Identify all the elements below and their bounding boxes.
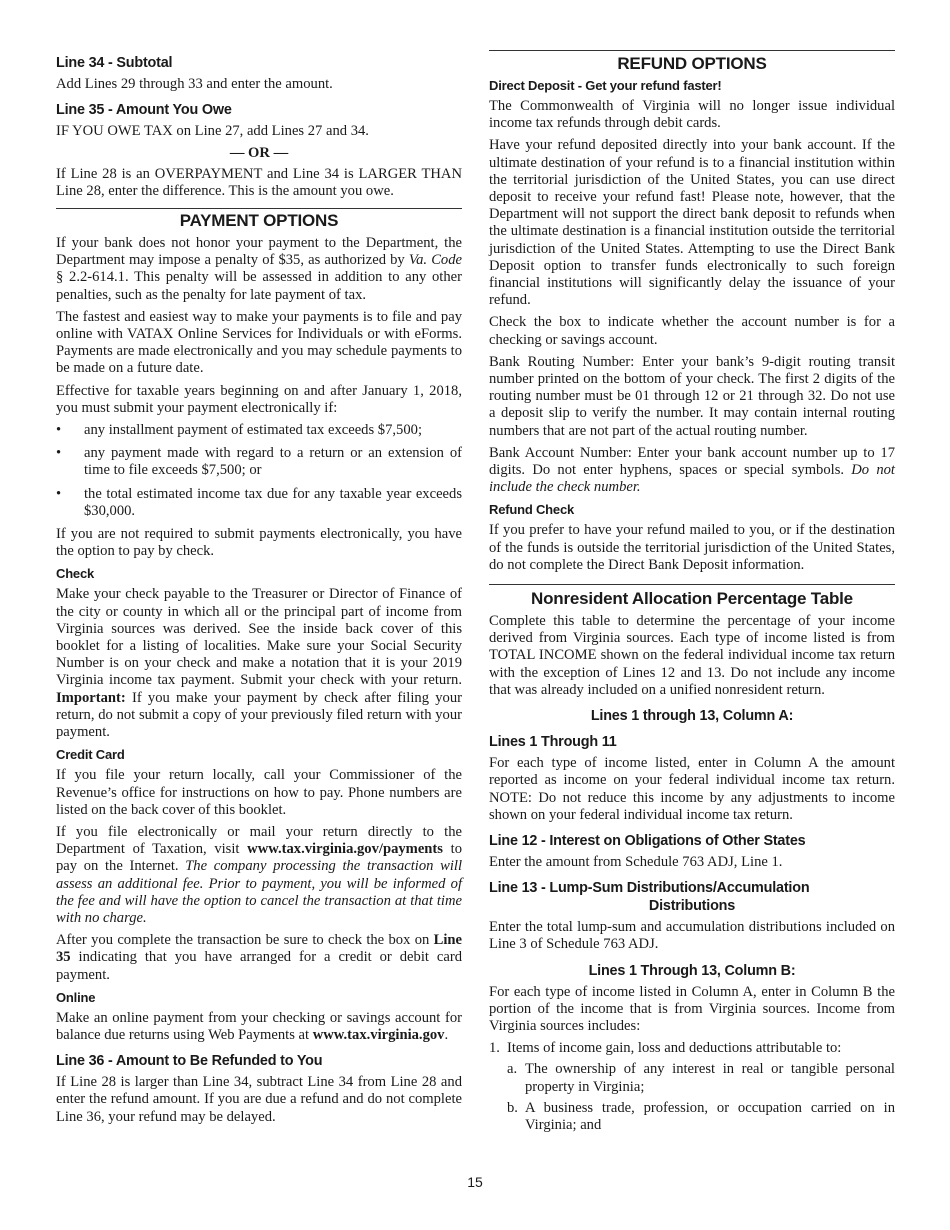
- refund-check-text: If you prefer to have your refund mailed to you, or if the destination of the funds is outside the territorial jurisdiction of the United States, do not complete the Direct Bank Deposit information.: [489, 522, 895, 573]
- column-b-text: For each type of income listed in Column A, enter in Column B the portion of the income that is from Virginia sources. Income from Virginia sources includes:: [489, 983, 895, 1034]
- line-35-text-2: If Line 28 is an OVERPAYMENT and Line 34 is LARGER THAN Line 28, enter the difference. This is the amount you owe.: [56, 165, 462, 199]
- payment-options-text-2: The fastest and easiest way to make your payments is to file and pay online with VATAX Online Services for Individuals or with eForms. Payments are made electronically and you may schedule payments to be made on a future date.: [56, 308, 462, 377]
- section-divider: [489, 584, 895, 585]
- lines-1-11-text: For each type of income listed, enter in Column A the amount reported as income on your federal individual income tax return. NOTE: Do not reduce this income by any adjustments to income shown on your federal individual income tax return.: [489, 755, 895, 823]
- direct-deposit-text-4: Bank Routing Number: Enter your bank’s 9-digit routing transit number printed on the bottom of your check. The first 2 digits of the routing number must be 01 through 12 or 21 through 32. Do not use a deposit slip to verify the number. It may contain internal routing numbers that are not part of the actual routing number.: [489, 353, 895, 439]
- lines-1-11-heading: Lines 1 Through 11: [489, 734, 617, 751]
- payment-options-text-3: Effective for taxable years beginning on and after January 1, 2018, you must submit your payment electronically if:: [56, 382, 462, 416]
- line-12-text: Enter the amount from Schedule 763 ADJ, Line 1.: [489, 853, 783, 870]
- credit-card-text-1: If you file your return locally, call your Commissioner of the Revenue’s office for instructions on how to pay. Phone numbers are listed on the back cover of this booklet.: [56, 767, 462, 818]
- line-35-heading: Line 35 - Amount You Owe: [56, 102, 232, 119]
- list-item: • the total estimated income tax due for any taxable year exceeds $30,000.: [56, 485, 462, 519]
- line-12-heading: Line 12 - Interest on Obligations of Other States: [489, 832, 806, 849]
- list-item: b. A business trade, profession, or occupation carried on in Virginia; and: [507, 1099, 895, 1133]
- right-column: [489, 50, 895, 1138]
- line-34-text: Add Lines 29 through 33 and enter the amount.: [56, 76, 333, 92]
- credit-card-text-3: After you complete the transaction be sure to check the box on Line 35 indicating that you have arranged for a credit or debit card payment.: [56, 932, 462, 983]
- refund-check-heading: Refund Check: [489, 502, 575, 518]
- line-34-heading: Line 34 - Subtotal: [56, 55, 173, 71]
- or-separator: — OR —: [229, 145, 289, 162]
- payment-options-text-1: If your bank does not honor your payment to the Department, the Department may impose a penalty of $35, as authorized by Va. Code § 2.2-614.1. This penalty will be assessed in addition to any other penalties, such as the penalty for late payment of tax.: [56, 235, 462, 303]
- list-item: • any installment payment of estimated tax exceeds $7,500;: [56, 422, 422, 439]
- direct-deposit-heading: Direct Deposit - Get your refund faster!: [489, 78, 722, 93]
- section-divider: [56, 208, 462, 209]
- column-a-heading: Lines 1 through 13, Column A:: [590, 708, 794, 725]
- line-13-text: Enter the total lump-sum and accumulation distributions included on Line 3 of Schedule 763 ADJ.: [489, 919, 895, 953]
- list-item: • any payment made with regard to a return or an extension of time to file exceeds $7,500; or: [56, 445, 462, 479]
- line-36-text: If Line 28 is larger than Line 34, subtract Line 34 from Line 28 and enter the refund amount. If you are due a refund and do not complete Line 36, your refund may be delayed.: [56, 1074, 462, 1125]
- credit-card-heading: Credit Card: [56, 747, 125, 763]
- nonresident-allocation-heading: Nonresident Allocation Percentage Table: [531, 589, 853, 609]
- line-36-heading: Line 36 - Amount to Be Refunded to You: [56, 1053, 323, 1070]
- credit-card-text-2: If you file electronically or mail your return directly to the Department of Taxation, visit www.tax.virginia.gov/payments to pay on the Internet. The company processing the transaction will assess an additional fee. Prior to payment, you will be informed of the fee and will have the option to cancel the transaction at that time with no charge.: [56, 823, 463, 926]
- direct-deposit-text-1: The Commonwealth of Virginia will no longer issue individual income tax refunds through debit cards.: [489, 98, 895, 132]
- list-item: a. The ownership of any interest in real or tangible personal property in Virginia;: [507, 1061, 895, 1095]
- left-column: [56, 46, 462, 1131]
- nonresident-allocation-text: Complete this table to determine the percentage of your income derived from Virginia sources. Each type of income listed is from TOTAL INCOME shown on the federal individual income tax return with the exception of Lines 12 and 13. Do not include any income that was already included on a unified nonresident return.: [489, 613, 895, 698]
- payment-options-heading: PAYMENT OPTIONS: [179, 211, 339, 231]
- direct-deposit-text-3: Check the box to indicate whether the account number is for a checking or savings account.: [489, 314, 895, 348]
- column-b-heading: Lines 1 Through 13, Column B:: [588, 962, 796, 979]
- direct-deposit-text-2: Have your refund deposited directly into your bank account. If the ultimate destination of your refund is to a financial institution within the territorial jurisdiction of the United States, you can use direct deposit to receive your refund fast! Please note, however, that the Department will not support the direct bank deposit to refunds when the ultimate destination is a financial institution outside the territorial jurisdiction of the United States. Attempting to use the Direct Bank Deposit option to transfer funds electronically to such foreign financial institutions will significantly delay the issuance of your refund.: [489, 137, 895, 309]
- list-item: 1. Items of income gain, loss and deductions attributable to:: [489, 1040, 842, 1057]
- payments-link: www.tax.virginia.gov/payments: [247, 841, 443, 858]
- online-text: Make an online payment from your checking or savings account for balance due returns using Web Payments at www.tax.virginia.gov.: [56, 1009, 462, 1043]
- check-heading: Check: [56, 566, 95, 582]
- bullet-icon: •: [56, 422, 62, 439]
- line-13-heading: Line 13 - Lump-Sum Distributions/Accumulation Distributions: [489, 880, 810, 915]
- payment-options-text-4: If you are not required to submit payments electronically, you have the option to pay by check.: [56, 526, 462, 560]
- bullet-icon: •: [56, 445, 62, 462]
- online-heading: Online: [56, 989, 96, 1005]
- check-text: Make your check payable to the Treasurer or Director of Finance of the city or county in which all or the principal part of income from Virginia sources was derived. See the inside back cover of this booklet for a listing of localities. Make sure your Social Security Number is on your check and make a notation that it is your 2019 Virginia income tax payment. Submit your check with your return. Important: If you make your payment by check after filing your return, do not submit a copy of your previously filed return with your payment.: [56, 586, 462, 741]
- tax-website-link: www.tax.virginia.gov: [312, 1026, 445, 1043]
- refund-options-heading: REFUND OPTIONS: [617, 54, 767, 73]
- line-35-text-1: IF YOU OWE TAX on Line 27, add Lines 27 and 34.: [56, 123, 369, 140]
- direct-deposit-text-5: Bank Account Number: Enter your bank account number up to 17 digits. Do not enter hyphens, spaces or special symbols. Do not include the check number.: [489, 444, 895, 496]
- page-number: 15: [467, 1174, 483, 1190]
- bullet-icon: •: [56, 485, 62, 502]
- section-divider: [489, 50, 895, 51]
